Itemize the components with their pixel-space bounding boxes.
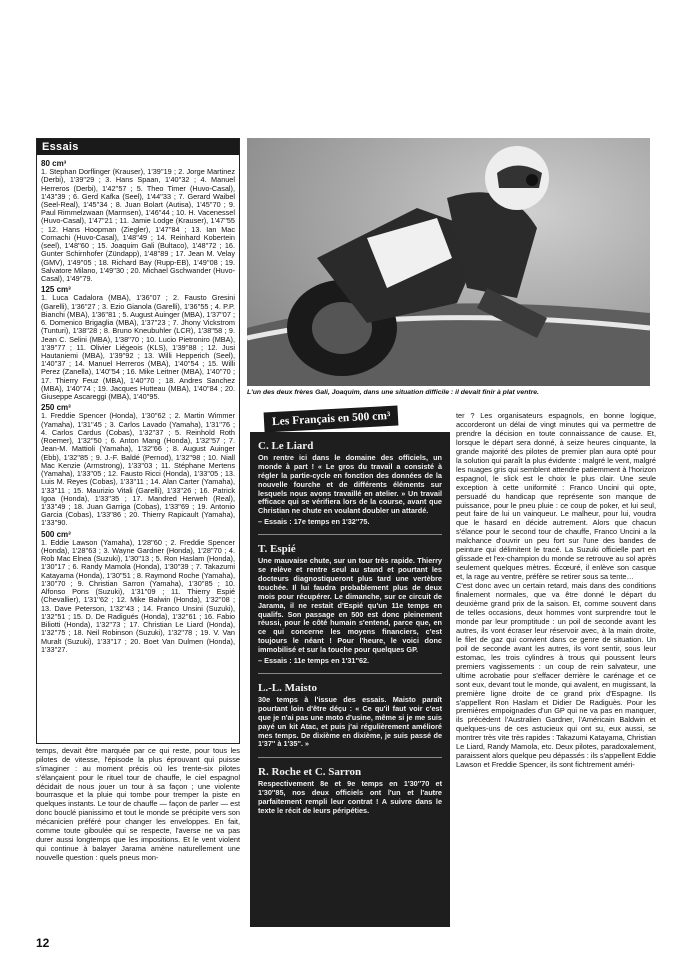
divider	[258, 534, 442, 535]
rider-result: – Essais : 11e temps en 1'31''62.	[258, 656, 370, 666]
article-text-right	[456, 412, 656, 770]
category-title: 125 cm³	[41, 285, 71, 295]
category-results: 1. Stephan Dorflinger (Krauser), 1'39''19 ; 2. Jorge Martinez (Derbi), 1'39''29 ; 3. Hans Spaan, 1'40''32 ; 4. Manuel Herreros (Derbi), 1'42''57 ; 5. Theo Timer (Huvo-Casal), 1'43''39 ; 6. Gerd Kafka (Seel), 1'44''33 ; 7. Gerard Waibel (Seel-Real), 1'45''34 ; 8. Juan Bolart (Autisa), 1'45''70 ; 9. Paul Rimmelzwaan (Marmsen), 1'46''44 ; 10. H. Vacenessel (Huvo-Casal), 1'47''21 ; 11. Jamie Lodge (Krauser), 1'47''55 ; 12. Hans Hoopman (Ziegler), 1'47''84 ; 13. Ian Mac Cornachi (Huvo-Casal), 1'48''49 ; 14. Reinhard Kobertein (seel), 1'48''60 ; 15. Joaquim Gali (Bultaco), 1'48''72 ; 16. Gunter Schirnhofer (Zündapp), 1'48''89 ; 17. Jean M. Velay (GMV), 1'49''05 ; 18. Richard Bay (Rupp-EB), 1'49''08 ; 19. Salvatore Milano, 1'49''30 ; 20. Michael Gschwander (Huvo-Casal), 1'49''79.	[41, 167, 235, 284]
rider-name: T. Espié	[258, 543, 296, 556]
category-title: 250 cm³	[41, 403, 71, 413]
page-number: 12	[36, 936, 50, 950]
rider-section	[250, 682, 450, 749]
divider	[258, 673, 442, 674]
motorcycle-illustration	[247, 138, 650, 386]
category-results: 1. Luca Cadalora (MBA), 1'36''07 ; 2. Fausto Gresini (Garelli), 1'36''27 ; 3. Ezio Gianola (Garelli), 1'36''55 ; 4. P.P. Bianchi (MBA), 1'36''81 ; 5. August Auinger (MBA), 1'37''07 ; 6. Domenico Brigaglia (MBA), 1'37''23 ; 7. Jhony Vickstrom (Tunturi), 1'38''28 ; 8. Bruno Kneubuhler (LCR), 1'38''58 ; 9. Jean C. Selini (MBA), 1'38''70 ; 10. Lucio Pietroniro (MBA), 1'39''77 ; 11. Olivier Liégeois (KLS), 1'39''88 ; 12. Jusi Hautaniemi (MBA), 1'39''92 ; 13. Willi Hepperich (Seel), 1'40''37 ; 14. Manuel Herreros (MBA), 1'40''54 ; 15. Willi Perez (Zanella), 1'40''54 ; 16. Mike Leitner (MBA), 1'40''70 ; 17. Thierry Feuz (MBA), 1'40''70 ; 18. Andres Sanchez (MBA), 1'40''74 ; 19. Jacques Hutteau (MBA), 1'40''84 ; 20. Giuseppe Ascareggi (MBA), 1'40''95.	[41, 293, 235, 402]
rider-text: Une mauvaise chute, sur un tour très rapide. Thierry se relève et rentre seul au stand et pourtant les docteurs diagnostiqueront plus tard une vertèbre touchée. Il lui faudra probablement plus de deux mois pour récupérer. Le dimanche, sur ce circuit de Jarama, il ne restait d'Espié qu'un 11e temps en qualifs. Son passage en 500 est donc pleinement réussi, pour le côté humain s'entend, parce que, en ce qui concerne les moyens financiers, c'est toujours le néant ! Pour l'heure, le voici donc immobilisé et sur la touche pour quelques GP.	[258, 556, 442, 655]
category-results: 1. Eddie Lawson (Yamaha), 1'28''60 ; 2. Freddie Spencer (Honda), 1'28''63 ; 3. Wayne Gardner (Honda), 1'28''70 ; 4. Rob Mac Elnea (Suzuki), 1'30''13 ; 5. Ron Haslam (Honda), 1'30''17 ; 6. Randy Mamola (Honda), 1'30''39 ; 7. Takazumi Katayama (Honda), 1'30''51 ; 8. Raymond Roche (Yamaha), 1'30''70 ; 9. Christian Sarron (Yamaha), 1'30''85 ; 10. Alfonso Pons (Suzuki), 1'31''09 ; 11. Thierry Espié (Chevallier), 1'31''62 ; 12. Mike Balwin (Honda), 1'32''08 ; 13. Dave Peterson, 1'32''43 ; 14. Franco Unsini (Suzuki), 1'32''51 ; 15. D. De Radigués (Honda), 1'32''61 ; 16. Fabio Biliotti (Honda), 1'32''73 ; 17. Christian Le Liard (Honda), 1'32''75 ; 18. Neil Robinson (Suzuki), 1'32''78 ; 19. V. Van Muralt (Suzuki), 1'33''17 ; 20. Boet Van Dulmen (Honda), 1'33''27.	[41, 537, 235, 654]
rider-text: On rentre ici dans le domaine des officiels, un monde à part ! « Le gros du travail a consisté à régler la partie-cycle en fonction des données de la nouvelle fourche et de différents éléments sur lesquels nous avons travaillé en atelier. » Un travail efficace qui se vérifiera lors de la course, avant que Christian ne chute en voulant doubler un attardé.	[258, 453, 442, 516]
essais-box	[36, 138, 240, 744]
rider-section	[250, 766, 450, 816]
rider-name: R. Roche et C. Sarron	[258, 766, 362, 779]
paragraph: ter ? Les organisateurs espagnols, en bonne logique, accorderont un délai de vingt minutes qui va permettre de prendre la décision en toute connaissance de cause. Et, lorsque le départ sera donné, à seize heures cinquante, la grande majorité des pilotes de premier plan aura opté pour la solution qui paraît la plus évidente : malgré le vent, malgré les nuages gris qui semblent attendre patiemment à l'horizon espagnol, le slick est le choix le plus clair. Une seule exception à cette uniformité : Franco Uncini qui opte, persuadé du handicap que représente son manque de puissance, pour le pneu pluie : ce coup de poker, et lui seul, peut faire de lui un vainqueur. Le malheur, pour lui, voudra que le hasard en décide autrement. Alors que chacun s'élance pour le second tour de chauffe, Franco Uncini a la malchance d'ouvrir un peu fort sur l'une des bandes de peinture qui délimitent le tracé. La Suzuki officielle part en glissade et l'ex-champion du monde se retrouve au sol après seulement quelques mètres. Écœuré, il enlève son casque et, la rage au ventre, préfère se retirer sous sa tente…	[456, 411, 656, 582]
category-title: 80 cm³	[41, 159, 67, 168]
photo-caption: L'un des deux frères Gali, Joaquim, dans une situation difficile : il devait finir à plat ventre.	[247, 389, 539, 396]
rider-text: 30e temps à l'issue des essais. Maisto paraît pourtant loin d'être déçu : « Ce qu'il faut voir c'est que je n'ai pas une moto d'usine, même si je me suis payé un kit Atac, et puis j'ai régulièrement amélioré mes temps. De dixième en dixième, je suis passé de 1'37'' à 1'35''. »	[258, 695, 442, 749]
divider	[258, 757, 442, 758]
french-title: Les Français en 500 cm³	[264, 405, 399, 432]
race-photo	[247, 138, 650, 386]
essais-body	[37, 155, 239, 654]
rider-name: C. Le Liard	[258, 440, 314, 452]
essais-title: Essais	[37, 139, 239, 155]
french-header-wrap	[250, 404, 450, 430]
rider-section	[250, 440, 450, 526]
category-title: 500 cm³	[41, 529, 71, 539]
rider-text: Respectivement 8e et 9e temps en 1'30''70 et 1'30''85, nos deux officiels ont l'un et l'autre parfaitement rempli leur contrat ! A suivre dans le texte le récit de leurs péripéties.	[258, 779, 442, 816]
rider-result: – Essais : 17e temps en 1'32''75.	[258, 517, 370, 527]
article-text-left: temps, devait être marquée par ce qui reste, pour tous les pilotes de vitesse, l'épisode la plus éprouvant qui puisse s'imaginer : au moment précis où les trente-six pilotes s'élançaient pour le rituel tour de chauffe, le ciel espagnol décidait de nous jouer un tour à sa façon ; une violente bourrasque et la pluie qui tombe pour tremper la piste en quelques instants. Le tour de chauffe — façon de parler — est donc bouclé pianissimo et tout le monde se précipite vers son mécanicien préféré pour changer les enveloppes. En fait, comme toute giboulée qui se respecte, l'averse ne va pas durer aussi longtemps que les impositions. Et le vent violent qui continue à balayer Jarama amène naturellement une nouvelle question : quels pneus mon-	[36, 746, 240, 862]
category-results: 1. Freddie Spencer (Honda), 1'30''62 ; 2. Martin Wimmer (Yamaha), 1'31''45 ; 3. Carlos Lavado (Yamaha), 1'31''76 ; 4. Carlos Cardus (Cobas), 1'32''37 ; 5. Reinhold Roth (Roemer), 1'32''50 ; 6. Anton Mang (Honda), 1'32''57 ; 7. Jean-M. Mattioli (Yamaha), 1'32''66 ; 8. August Auinger (Ebb), 1'32''85 ; 9. J.-F. Baldé (Pernod), 1'32''98 ; 10. Niall Mac Kenzie (Armstrong), 1'33''03 ; 11. Stéphane Mertens (Yamaha), 1'33''05 ; 12. Fausto Ricci (Honda), 1'33''05 ; 13. Luis M. Reyes (Cobas), 1'33''11 ; 14. Alan Carter (Yamaha), 1'33''11 ; 15. Maurizio Vitali (Garelli), 1'33''26 ; 16. Patrick Igoa (Honda), 1'33''35 ; 17. Mandred Herweh (Real), 1'33''49 ; 18. Juan Garriga (Cobas), 1'33''69 ; 19. Antonio Garcia (Cobas), 1'33''86 ; 20. Thierry Rapicault (Yamaha), 1'33''90.	[41, 411, 235, 528]
rider-section	[250, 543, 450, 665]
french-riders-box	[250, 432, 450, 927]
rider-name: L.-L. Maisto	[258, 682, 317, 695]
paragraph: C'est donc avec un certain retard, mais dans des conditions finalement normales, que va être donné le départ du deuxième grand prix de la saison. Et, comme souvent dans de telles occasions, deux hommes vont surprendre tout le monde par leur promptitude : un poil de seconde avant les autres, ils vont écraser leur réservoir avec, à la main droite, le filet de gaz qui convient dans ce genre de situation. Un poil de seconde avant les autres, ils vont sentir, sous leur estomac, les trois cylindres à trous qui poussent leurs premiers vagissements : un coup de rein salvateur, une ultime acrobatie pour s'effacer derrière le carénage et ce sont eux, devant tout le monde, qui avalent, en mugissant, la première ligne droite de ce grand prix d'Espagne. Ils s'appellent Ron Haslam et Didier De Radiguès. Pour les premières empoignades d'un GP qui ne va pas en manquer, ils précèdent l'Australien Gardner, l'Américain Baldwin et quelques-uns de ces astucieux qui ont su, eux aussi, se montrer très vite très rapides : Takazumi Katayama, Christian Le Liard, Randy Mamola, etc. Deux pilotes, paradoxalement, paraissent alors quelque peu dépassés : ils s'appellent Eddie Lawson et Freddie Spencer, ils sont fichtrement améri-	[456, 581, 656, 770]
